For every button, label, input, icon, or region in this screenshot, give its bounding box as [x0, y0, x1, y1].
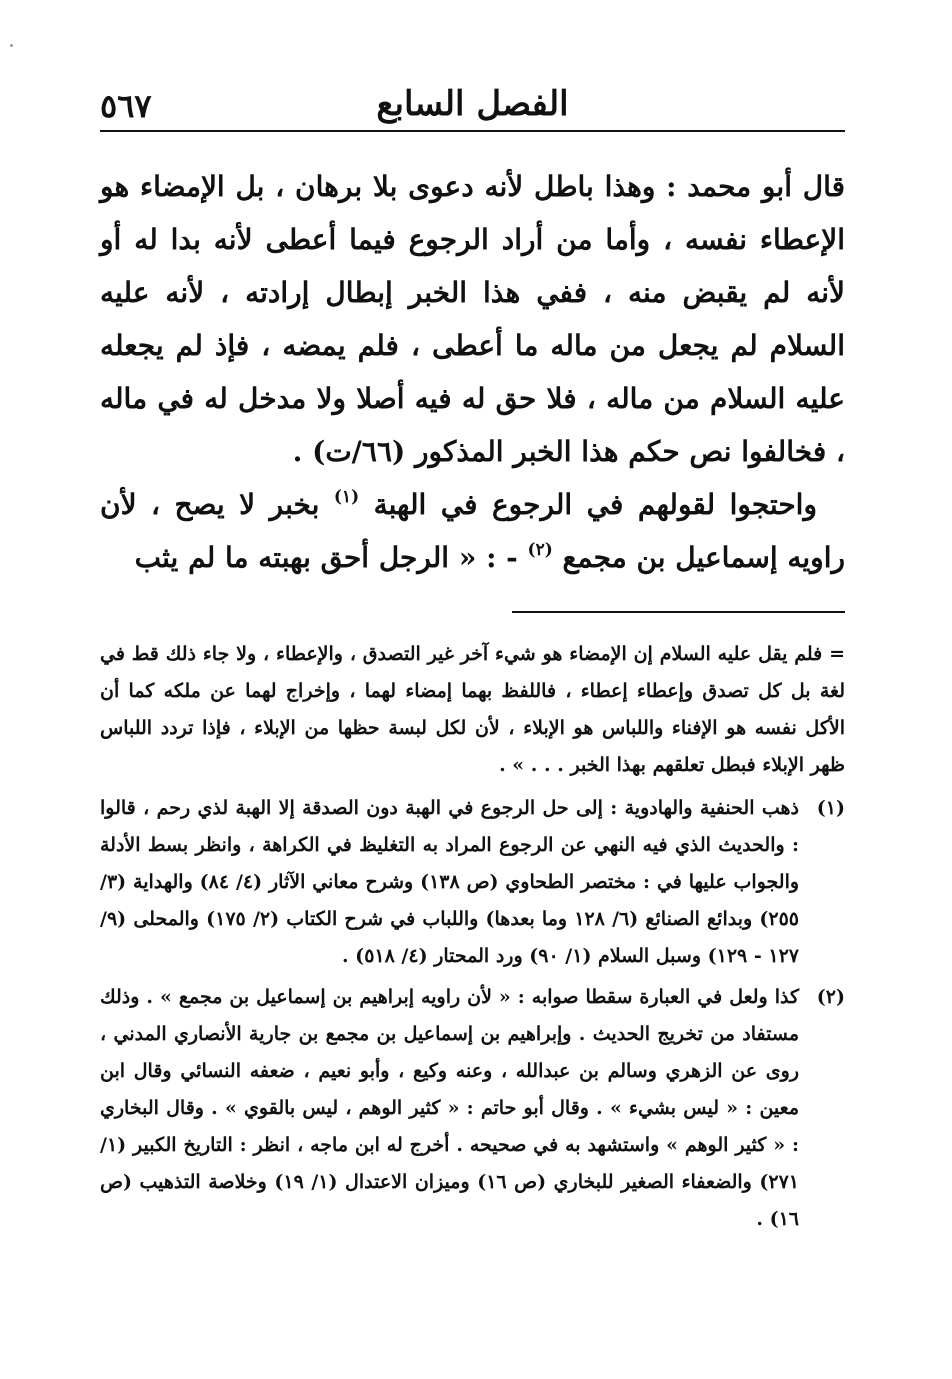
footnote-1-number: (١) — [816, 797, 845, 819]
running-header — [100, 82, 845, 132]
page-number: ٥٦٧ — [100, 87, 152, 125]
paragraph-2-part-2: بخبر لا يصح ، لأن راويه إسماعيل بن مجمع — [100, 488, 845, 574]
paragraph-2-part-1: واحتجوا لقولهم في الرجوع في الهبة — [373, 488, 817, 521]
footnote-2 — [100, 979, 845, 1238]
paragraph-2 — [100, 478, 845, 584]
footnote-divider — [512, 611, 845, 613]
footnote-2-number: (٢) — [816, 986, 845, 1008]
paragraph-2-part-3: - : « الرجل أحق بهبته ما لم يثب — [134, 541, 528, 574]
footnote-continuation: = فلم يقل عليه السلام إن الإمضاء هو شيء آخر غير التصدق ، والإعطاء ، ولا جاء ذلك قط في لغة بل كل تصدق وإعطاء إعطاء ، فاللفظ بهما إمضاء لهما ، وإخراج لهما عن ملكه كما أن الأكل نفسه هو الإفناء واللباس هو الإبلاء ، لأن لكل لبسة حظها من الإبلاء ، فإذا تردد اللباس ظهر الإبلاء فبطل تعلقهم بهذا الخبر . . . » . — [100, 643, 845, 776]
footnotes-section — [100, 636, 845, 1238]
footnote-2-text: كذا ولعل في العبارة سقطا صوابه : « لأن راويه إبراهيم بن إسماعيل بن مجمع » . وذلك مستفاد من تخريج الحديث . وإبراهيم بن إسماعيل بن مجمع بن جارية الأنصاري المدني ، روى عن الزهري وسالم بن عبدالله ، وعنه وكيع ، وأبو نعيم ، ضعفه النسائي وقال ابن معين : « ليس بشيء » . وقال أبو حاتم : « كثير الوهم ، ليس بالقوي » . وقال البخاري : « كثير الوهم » واستشهد به في صحيحه . أخرج له ابن ماجه ، انظر : التاريخ الكبير (١/ ٢٧١) والضعفاء الصغير للبخاري (ص ١٦) وميزان الاعتدال (١/ ١٩) وخلاصة التذهيب (ص ١٦) . — [100, 986, 799, 1230]
footnote-1 — [100, 790, 845, 975]
paragraph-1-text: : وهذا باطل لأنه دعوى بلا برهان ، بل الإمضاء هو الإعطاء نفسه ، وأما من أراد الرجوع فيما أعطى لأنه بدا له أو لأنه لم يقبض منه ، ففي هذا الخبر إبطال إرادته ، لأنه عليه السلام لم يجعل من ماله ما أعطى ، فلم يمضه ، فإذ لم يجعله عليه السلام من ماله ، فلا حق له فيه أصلا ولا مدخل له في ماله ، فخالفوا نص حكم هذا الخبر المذكور (٦٦/ت) . — [100, 170, 845, 468]
main-text — [100, 160, 845, 584]
chapter-title: الفصل السابع — [376, 84, 569, 124]
footnote-ref-1[interactable]: (١) — [333, 487, 360, 507]
footnote-1-text: ذهب الحنفية والهادوية : إلى حل الرجوع في الهبة دون الصدقة إلا الهبة لذي رحم ، قالوا : والحديث الذي فيه النهي عن الرجوع المراد به التغليظ في الكراهة ، وانظر بسط الأدلة والجواب عليها في : مختصر الطحاوي (ص ١٣٨) وشرح معاني الآثار (٤/ ٨٤) والهداية (٣/ ٢٥٥) وبدائع الصنائع (٦/ ١٢٨ وما بعدها) واللباب في شرح الكتاب (٢/ ١٧٥) والمحلى (٩/ ١٢٧ - ١٢٩) وسبل السلام (١/ ٩٠) ورد المحتار (٤/ ٥١٨) . — [100, 797, 800, 967]
footnote-ref-2[interactable]: (٢) — [527, 540, 553, 560]
scan-speck — [10, 44, 13, 47]
author-name: قال أبو محمد — [687, 170, 845, 203]
paragraph-1 — [100, 160, 845, 478]
header-divider — [100, 130, 845, 132]
